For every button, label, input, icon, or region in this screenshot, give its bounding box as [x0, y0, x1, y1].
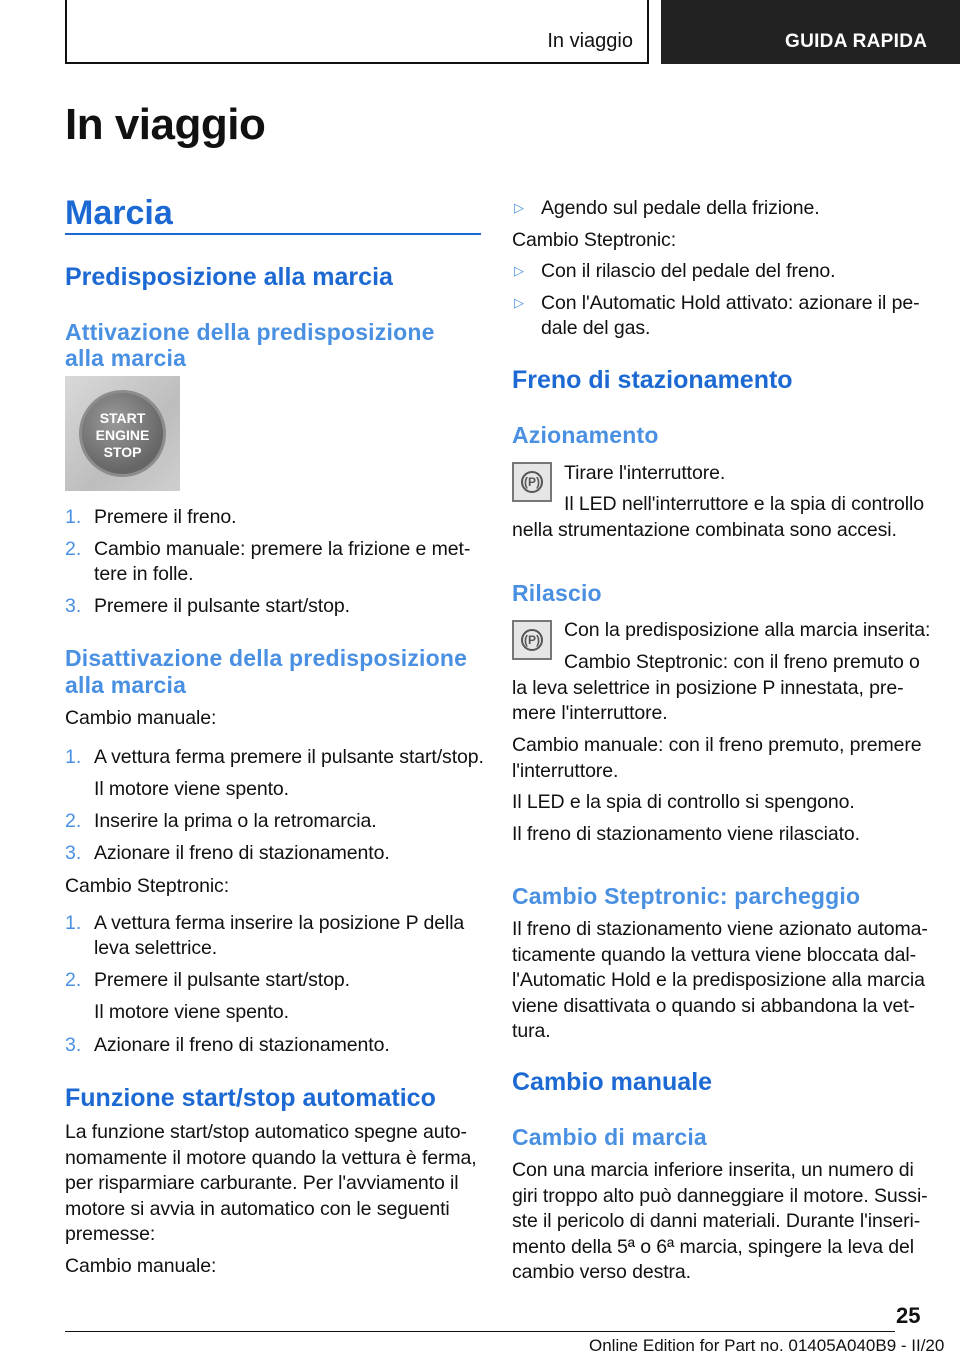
- step-text: Inserire la prima o la retromarcia.: [94, 810, 377, 832]
- step-text: Premere il freno.: [94, 506, 237, 528]
- startstop-para-line: La funzione start/stop automatico spegne auto-: [65, 1121, 467, 1143]
- page-title: In viaggio: [65, 100, 266, 149]
- step-number: 2.: [65, 810, 82, 832]
- step-number: 1.: [65, 746, 82, 768]
- bullet-text: Con il rilascio del pedale del freno.: [541, 260, 836, 282]
- rilascio-text: Il LED e la spia di controllo si spengono.: [512, 791, 855, 813]
- bullet-text: dale del gas.: [541, 317, 651, 339]
- cambio-marcia-para-line: mento della 5ª o 6ª marcia, spingere la leva del: [512, 1236, 915, 1258]
- rilascio-heading: Rilascio: [512, 580, 602, 606]
- parking-brake-switch-icon: [512, 462, 552, 502]
- step-number: 3.: [65, 842, 82, 864]
- cambio-marcia-para-line: cambio verso destra.: [512, 1261, 691, 1283]
- start-button-label-stop: STOP: [103, 444, 142, 460]
- startstop-para-line: per risparmiare carburante. Per l'avviamento il: [65, 1172, 459, 1194]
- bullet-triangle-icon: ▷: [514, 263, 524, 278]
- step-text: Cambio manuale: premere la frizione e met-: [94, 538, 471, 560]
- rilascio-text: Con la predisposizione alla marcia inserita:: [564, 619, 931, 641]
- parcheggio-para-line: viene disattivata o quando si abbandona la vet-: [512, 995, 915, 1017]
- section-tab-label: In viaggio: [547, 30, 633, 52]
- step-number: 2.: [65, 969, 82, 991]
- start-engine-stop-button-image: [65, 376, 180, 491]
- step-subtext: Il motore viene spento.: [94, 1001, 289, 1023]
- parking-brake-p-glyph: (P): [521, 629, 543, 651]
- parking-brake-switch-icon: [512, 620, 552, 660]
- cambio-marcia-para-line: Con una marcia inferiore inserita, un numero di: [512, 1159, 914, 1181]
- azionamento-heading: Azionamento: [512, 422, 659, 448]
- rilascio-text: Cambio manuale: con il freno premuto, premere: [512, 734, 922, 756]
- parcheggio-para-line: l'Automatic Hold e la predisposizione alla marcia: [512, 969, 925, 991]
- parcheggio-para-line: tura.: [512, 1020, 551, 1042]
- step-text: Premere il pulsante start/stop.: [94, 969, 350, 991]
- step-number: 1.: [65, 912, 82, 934]
- step-text: A vettura ferma premere il pulsante start/stop.: [94, 746, 484, 768]
- bullet-triangle-icon: ▷: [514, 200, 524, 215]
- cambio-marcia-para-line: giri troppo alto può danneggiare il motore. Sussi-: [512, 1185, 928, 1207]
- step-text: Azionare il freno di stazionamento.: [94, 1034, 390, 1056]
- start-button-label-engine: ENGINE: [95, 427, 150, 443]
- parcheggio-para-line: ticamente quando la vettura viene bloccata dal-: [512, 944, 916, 966]
- step-subtext: Il motore viene spento.: [94, 778, 289, 800]
- footer-edition: Online Edition for Part no. 01405A040B9 - II/20: [589, 1336, 945, 1355]
- bullet-triangle-icon: ▷: [514, 295, 524, 310]
- cambio-manuale-heading: Cambio manuale: [512, 1068, 713, 1096]
- attivazione-heading-line2: alla marcia: [65, 345, 187, 371]
- startstop-manuale-label: Cambio manuale:: [65, 1255, 217, 1277]
- bullet-text: Con l'Automatic Hold attivato: azionare il pe-: [541, 292, 920, 314]
- rilascio-text: Cambio Steptronic: con il freno premuto o: [564, 651, 920, 673]
- marcia-heading-rule: [65, 233, 481, 235]
- startstop-para-line: nomamente il motore quando la vettura è ferma,: [65, 1147, 477, 1169]
- rilascio-text: mere l'interruttore.: [512, 702, 668, 724]
- rilascio-text: Il freno di stazionamento viene rilasciato.: [512, 823, 860, 845]
- rilascio-text: l'interruttore.: [512, 760, 619, 782]
- rilascio-text: la leva selettrice in posizione P innestata, pre-: [512, 677, 904, 699]
- cambio-marcia-heading: Cambio di marcia: [512, 1124, 707, 1150]
- step-text: A vettura ferma inserire la posizione P della: [94, 912, 465, 934]
- chapter-tab-label: GUIDA RAPIDA: [785, 31, 928, 52]
- disattivazione-heading-line2: alla marcia: [65, 672, 187, 698]
- footer-rule: [65, 1331, 895, 1332]
- step-text: Azionare il freno di stazionamento.: [94, 842, 390, 864]
- startstop-para-line: premesse:: [65, 1223, 156, 1245]
- page-number: 25: [896, 1303, 921, 1328]
- cambio-manuale-label: Cambio manuale:: [65, 707, 217, 729]
- section-tab: [65, 0, 649, 64]
- azionamento-text: Il LED nell'interruttore e la spia di controllo: [564, 493, 924, 515]
- predisposizione-heading: Predisposizione alla marcia: [65, 263, 393, 291]
- step-text: tere in folle.: [94, 563, 194, 585]
- parcheggio-heading: Cambio Steptronic: parcheggio: [512, 883, 861, 909]
- attivazione-heading-line1: Attivazione della predisposizione: [65, 319, 435, 345]
- azionamento-text: nella strumentazione combinata sono accesi.: [512, 519, 897, 541]
- step-number: 2.: [65, 538, 82, 560]
- parking-brake-p-glyph: (P): [521, 471, 543, 493]
- steptronic-label: Cambio Steptronic:: [512, 229, 677, 251]
- marcia-heading: Marcia: [65, 194, 173, 232]
- bullet-text: Agendo sul pedale della frizione.: [541, 197, 820, 219]
- cambio-steptronic-label: Cambio Steptronic:: [65, 875, 230, 897]
- azionamento-text: Tirare l'interruttore.: [564, 462, 726, 484]
- step-text: Premere il pulsante start/stop.: [94, 595, 350, 617]
- step-text: leva selettrice.: [94, 937, 218, 959]
- startstop-heading: Funzione start/stop automatico: [65, 1084, 436, 1112]
- startstop-para-line: motore si avvia in automatico con le seguenti: [65, 1198, 450, 1220]
- parcheggio-para-line: Il freno di stazionamento viene azionato automa-: [512, 918, 928, 940]
- step-number: 1.: [65, 506, 82, 528]
- step-number: 3.: [65, 1034, 82, 1056]
- cambio-marcia-para-line: ste il pericolo di danni materiali. Durante l'inseri-: [512, 1210, 921, 1232]
- chapter-tab: [661, 0, 960, 64]
- freno-heading: Freno di stazionamento: [512, 366, 793, 394]
- start-button-label-start: START: [99, 410, 146, 426]
- step-number: 3.: [65, 595, 82, 617]
- disattivazione-heading-line1: Disattivazione della predisposizione: [65, 645, 468, 671]
